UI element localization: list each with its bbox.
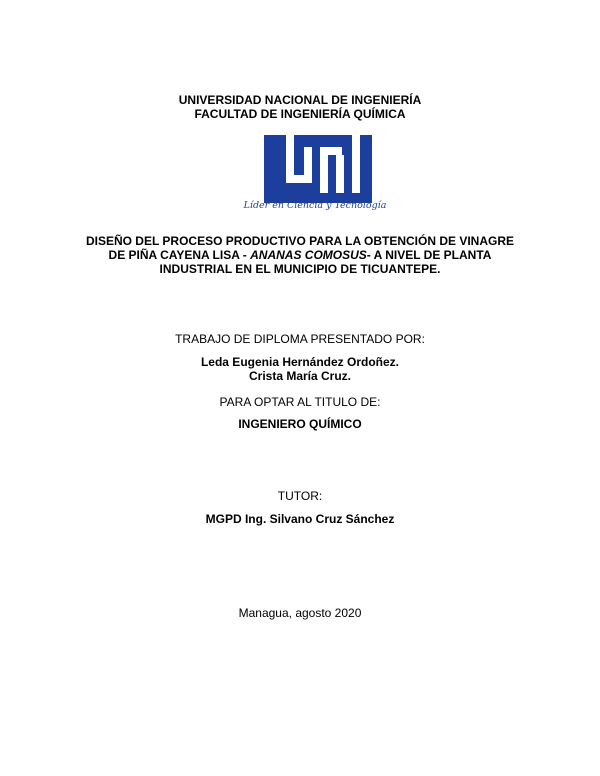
degree-label: PARA OPTAR AL TITULO DE: bbox=[219, 395, 381, 409]
university-name: UNIVERSIDAD NACIONAL DE INGENIERÍA bbox=[178, 93, 422, 107]
author-2: Crista María Cruz. bbox=[248, 369, 352, 383]
title-line-1: DISEÑO DEL PROCESO PRODUCTIVO PARA LA OBTENCIÓN DE VINAGRE bbox=[85, 234, 515, 248]
title-line-2-suffix: - A NIVEL DE PLANTA bbox=[366, 248, 492, 262]
title-line-2-prefix: DE PIÑA CAYENA LISA - bbox=[108, 248, 251, 262]
place-date: Managua, agosto 2020 bbox=[238, 606, 362, 620]
author-1: Leda Eugenia Hernández Ordoñez. bbox=[200, 355, 400, 369]
tutor-name: MGPD Ing. Silvano Cruz Sánchez bbox=[205, 512, 395, 526]
logo-tagline: Líder en Ciencia y Tecnología bbox=[243, 200, 387, 211]
degree-value: INGENIERO QUÍMICO bbox=[238, 417, 362, 431]
faculty-name: FACULTAD DE INGENIERÍA QUÍMICA bbox=[194, 107, 406, 121]
title-line-2 bbox=[0, 248, 600, 263]
title-line-3: INDUSTRIAL EN EL MUNICIPIO DE TICUANTEPE. bbox=[159, 262, 441, 276]
presented-by-label: TRABAJO DE DIPLOMA PRESENTADO POR: bbox=[175, 332, 425, 346]
species-name: ANANAS COMOSUS bbox=[250, 248, 367, 262]
tutor-label: TUTOR: bbox=[277, 489, 323, 503]
